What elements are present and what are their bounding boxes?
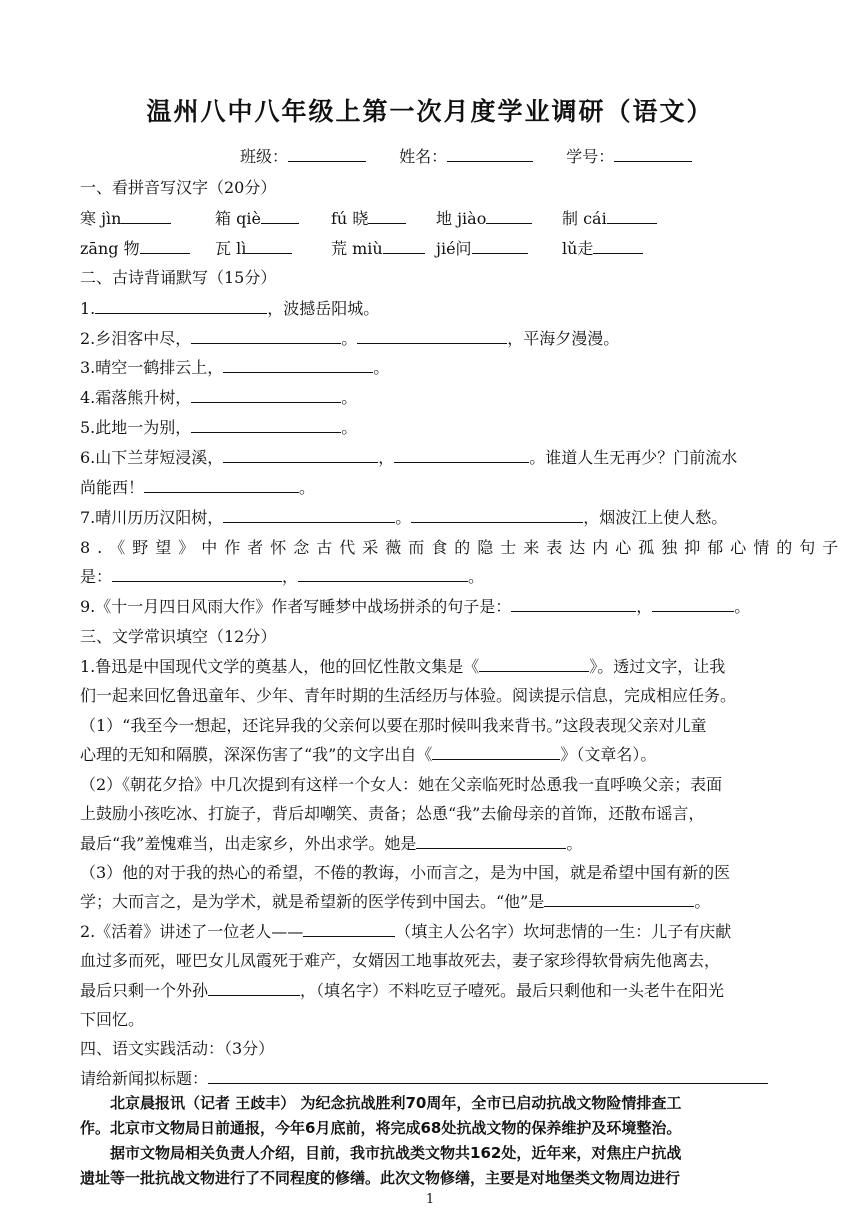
- lit-q1-sub1-line2: 心理的无知和隔膜，深深伤害了“我”的文字出自《 》（文章名）。: [80, 745, 657, 764]
- section-2-heading: 二、古诗背诵默写（15分）: [80, 268, 277, 287]
- pinyin-item: 制 cái: [562, 209, 657, 229]
- news-line: 据市文物局相关负责人介绍，目前，我市抗战类文物共162处，近年来，对焦庄户抗战: [80, 1144, 682, 1162]
- news-line: 北京晨报讯（记者 王歧丰） 为纪念抗战胜利70周年，全市已启动抗战文物险情排查工: [80, 1094, 682, 1112]
- student-info-row: [240, 147, 720, 167]
- lit-q1-sub3: （3）他的对于我的热心的希望，不倦的教诲，小而言之，是为中国，就是希望中国有新的医: [80, 863, 731, 882]
- name-field: 姓名：: [399, 147, 533, 167]
- news-line: 作。北京市文物局日前通报，今年6月底前，将完成68处抗战文物的保养维护及环境整治。: [80, 1119, 682, 1137]
- poem-q1: 1. ，波撼岳阳城。: [80, 299, 380, 318]
- pinyin-item: 瓦 lì: [215, 239, 292, 259]
- lit-q2-line4: 下回忆。: [80, 1010, 145, 1029]
- pinyin-item: jié问: [436, 239, 528, 259]
- lit-q2-line2: 血过多而死，哑巴女儿凤霞死于难产，女婿因工地事故死去，妻子家珍得软骨病先他离去，: [80, 951, 721, 970]
- lit-q1-sub2-line3: 最后“我”羞愧难当，出走家乡，外出求学。她是 。: [80, 834, 583, 853]
- class-blank[interactable]: [288, 147, 366, 162]
- pinyin-item: fú 晓: [331, 209, 406, 229]
- poem-q7: 7.晴川历历汉阳树， 。 ，烟波江上使人愁。: [80, 508, 728, 527]
- pinyin-item: zāng 物: [80, 239, 190, 259]
- poem-q4: 4.霜落熊升树， 。: [80, 388, 358, 407]
- headline-prompt: 请给新闻拟标题：: [80, 1069, 780, 1089]
- pinyin-item: 寒 jìn: [80, 209, 171, 229]
- news-line: 遗址等一批抗战文物进行了不同程度的修缮。此次文物修缮，主要是对地堡类文物周边进行: [80, 1169, 681, 1187]
- poem-q5: 5.此地一为别， 。: [80, 418, 358, 437]
- class-field: 班级：: [240, 147, 366, 167]
- name-blank[interactable]: [447, 147, 533, 162]
- lit-q1-sub3-line2: 学；大而言之，是为学术，就是希望新的医学传到中国去。“他”是 。: [80, 892, 711, 911]
- exam-title: 温州八中八年级上第一次月度学业调研（语文）: [146, 97, 714, 126]
- pinyin-item: 地 jiào: [436, 209, 532, 229]
- lit-q1-sub2-line2: 上鼓励小孩吃冰、打旋子，背后却嘲笑、责备；怂恿“我”去偷母亲的首饰，还散布谣言，: [80, 804, 705, 823]
- pinyin-item: lǔ走: [562, 239, 643, 259]
- poem-q6: 6.山下兰芽短浸溪， ， 。谁道人生无再少？门前流水: [80, 448, 738, 467]
- poem-q2: 2.乡泪客中尽， 。 ，平海夕漫漫。: [80, 329, 620, 348]
- poem-q8-cont: 是： ， 。: [80, 567, 485, 586]
- lit-q1-sub1: （1）“我至今一想起，还诧异我的父亲何以要在那时候叫我来背书。”这段表现父亲对儿童: [80, 716, 707, 735]
- section-3-heading: 三、文学常识填空（12分）: [80, 627, 277, 646]
- section-4-heading: 四、语文实践活动：（3分）: [80, 1039, 275, 1058]
- section-1-heading: 一、看拼音写汉字（20分）: [80, 178, 277, 197]
- poem-q9: 9.《十一月四日风雨大作》作者写睡梦中战场拼杀的句子是： ， 。: [80, 597, 751, 616]
- lit-q2-line3: 最后只剩一个外孙 ，（填名字）不料吃豆子噎死。最后只剩他和一头老牛在阳光: [80, 981, 725, 1000]
- lit-q2: 2.《活着》讲述了一位老人—— （填主人公名字）坎坷悲情的一生：儿子有庆献: [80, 922, 732, 941]
- lit-q1-sub2: （2）《朝花夕拾》中几次提到有这样一个女人：她在父亲临死时怂恿我一直呼唤父亲；表面: [80, 775, 723, 794]
- poem-q6-cont: 尚能西！ 。: [80, 478, 316, 497]
- lit-q1-line2: 们一起来回忆鲁迅童年、少年、青年时期的生活经历与体验。阅读提示信息，完成相应任务。: [80, 686, 737, 705]
- pinyin-item: 荒 miù: [331, 239, 425, 259]
- pinyin-item: 箱 qiè: [215, 209, 299, 229]
- page-number: 1: [425, 1192, 435, 1207]
- headline-blank[interactable]: [208, 1069, 768, 1084]
- id-field: 学号：: [566, 147, 692, 167]
- poem-q3: 3.晴空一鹤排云上， 。: [80, 358, 390, 377]
- lit-q1: 1.鲁迅是中国现代文学的奠基人，他的回忆性散文集是《 》。透过文字，让我: [80, 657, 726, 676]
- id-blank[interactable]: [614, 147, 692, 162]
- poem-q8: 8.《野望》中作者怀念古代采薇而食的隐士来表达内心孤独抑郁心情的句子: [80, 538, 846, 557]
